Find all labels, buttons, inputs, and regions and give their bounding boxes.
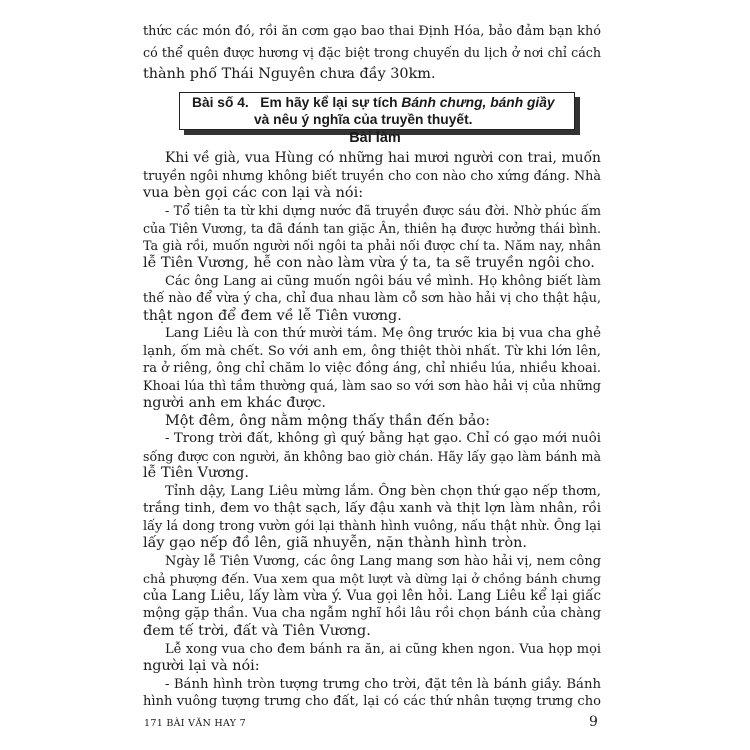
body-line: Ngày lễ Tiên Vương, các ông Lang mang sơn hào hải vị, nem công	[165, 553, 601, 569]
body-line: Một đêm, ông nằm mộng thấy thần đến bảo:	[165, 412, 490, 429]
body-line: - Trong trời đất, không gì quý bằng hạt gạo. Chỉ có gạo mới nuôi	[165, 431, 601, 447]
exercise-prompt-line	[192, 95, 555, 110]
answer-heading: Bài làm	[349, 130, 401, 146]
body-line: lấy lá dong trong vườn gói lại thành hình vuông, nấu thật nhừ. Ông lại	[143, 518, 601, 534]
body-line: của Tiên Vương, ta đã đánh tan giặc Ân, thiên hạ được hưởng thái bình.	[143, 221, 601, 237]
body-line: người lại và nói:	[143, 658, 260, 674]
intro-line: có thể quên được hương vị đặc biệt trong chuyến du lịch ở nơi chỉ cách	[143, 45, 601, 60]
body-line: đem tế trời, đất và Tiên Vương.	[143, 622, 371, 639]
exercise-box	[179, 92, 575, 130]
body-line: trắng tinh, đem vo thật sạch, lấy đậu xanh và thịt lợn làm nhân, rồi	[143, 501, 601, 517]
body-line: của Lang Liêu, lấy làm vừa ý. Vua gọi lên hỏi. Lang Liêu kể lại giấc	[143, 587, 601, 604]
body-line: Lang Liêu là con thứ mười tám. Mẹ ông trước kia bị vua cha ghẻ	[165, 326, 601, 342]
body-line: lễ Tiên Vương.	[143, 465, 249, 482]
body-line: hình vuông tượng trưng cho đất, lại có các thứ nhân tượng trưng cho	[143, 694, 601, 709]
exercise-prompt-end: và nêu ý nghĩa của truyền thuyết.	[254, 112, 473, 127]
body-line: lễ Tiên Vương, hễ con nào làm vừa ý ta, ta sẽ truyền ngôi cho.	[143, 255, 595, 272]
body-line: Khoai lúa thì tầm thường quá, làm sao so với sơn hào hải vị của những	[143, 378, 601, 394]
body-line: thật ngon để đem về lễ Tiên vương.	[143, 307, 402, 324]
body-line: vua bèn gọi các con lại và nói:	[143, 185, 364, 201]
body-line: Lễ xong vua cho đem bánh ra ăn, ai cũng khen ngon. Vua họp mọi	[165, 641, 601, 657]
body-line: - Bánh hình tròn tượng trưng cho trời, đặt tên là bánh giầy. Bánh	[165, 676, 601, 692]
body-line: Ta già rồi, muốn người nối ngôi ta phải nối được chí ta. Năm nay, nhân	[143, 238, 601, 254]
body-line: - Tổ tiên ta từ khi dựng nước đã truyền được sáu đời. Nhờ phúc ấm	[165, 203, 601, 219]
exercise-story-title: Bánh chưng, bánh giầy	[401, 95, 555, 110]
body-line: Khi về già, vua Hùng có những hai mươi người con trai, muốn	[165, 150, 601, 166]
exercise-number: Bài số 4.	[192, 95, 249, 110]
body-line: người anh em khác được.	[143, 395, 326, 412]
body-line: Tỉnh dậy, Lang Liêu mừng lắm. Ông bèn chọn thứ gạo nếp thơm,	[165, 483, 601, 499]
body-line: thế nào để vừa ý cha, chỉ đua nhau làm cỗ sơn hào hải vị cho thật hậu,	[143, 291, 601, 307]
body-line: Các ông Lang ai cũng muốn ngôi báu về mình. Họ không biết làm	[165, 273, 601, 289]
page-number: 9	[589, 714, 598, 730]
intro-line: thức các món đó, rồi ăn cơm gạo bao thai Định Hóa, bảo đảm bạn khó	[143, 24, 601, 39]
body-line: mộng gặp thần. Vua cha ngẫm nghĩ hồi lâu rồi chọn bánh của chàng	[143, 606, 601, 622]
book-title-footer: 171 BÀI VĂN HAY 7	[144, 718, 247, 729]
body-line: sống được con người, ăn không bao giờ chán. Hãy lấy gạo làm bánh mà	[143, 448, 601, 464]
body-line: ra ở riêng, ông chỉ chăm lo việc đồng áng, chỉ nhiều lúa, nhiều khoai.	[143, 361, 601, 377]
body-line: lấy gạo nếp đồ lên, giã nhuyễn, nặn thành hình tròn.	[143, 535, 527, 552]
exercise-prompt-start: Em hãy kể lại sự tích	[260, 95, 398, 110]
body-line: lạnh, ốm mà chết. So với anh em, ông thiệt thòi nhất. Từ khi lớn lên,	[143, 343, 601, 359]
body-line: chả phượng đến. Vua xem qua một lượt và dừng lại ở chồng bánh chưng	[143, 571, 601, 587]
intro-line: thành phố Thái Nguyên chưa đầy 30km.	[143, 66, 436, 82]
body-line: truyền ngôi nhưng không biết truyền cho con nào cho xứng đáng. Nhà	[143, 168, 601, 184]
